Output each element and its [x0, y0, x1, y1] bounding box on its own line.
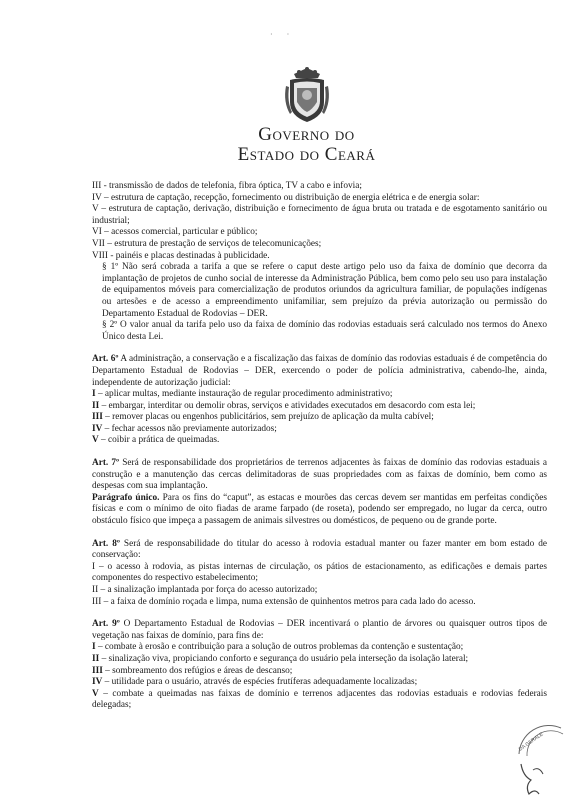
item-number: I [92, 642, 96, 653]
item-text: – utilidade para o usuário, através de espécies frutíferas adequadamente localizadas; [102, 677, 418, 688]
article-text: Será de responsabilidade do titular do acesso à rodovia estadual manter ou fazer manter em bom estado de conservação: [92, 538, 548, 561]
article-label: Art. 6º [92, 354, 119, 365]
list-item [92, 401, 547, 413]
page-marks: · · [270, 30, 296, 39]
item-number: IV [92, 423, 103, 434]
list-item: I – o acesso à rodovia, as pistas internas de circulação, os pátios de estacionamento, as edificações e demais partes componentes do respectivo estabelecimento; [92, 561, 547, 584]
list-item [92, 435, 547, 447]
item-text: – embargar, interditar ou demolir obras, serviços e atividades executados em desacordo com esta lei; [99, 400, 476, 411]
item-number: I [92, 389, 96, 400]
state-title: Estado do Ceará [237, 144, 376, 165]
article-8-caput [92, 539, 547, 562]
list-item [92, 689, 547, 712]
list-item: II – a sinalização implantada por força do acesso autorizado; [92, 585, 318, 595]
article-text: O Departamento Estadual de Rodovias – DER incentivará o plantio de árvores ou quaisquer outros tipos de vegetação nas faixas de domínio, para fins de: [92, 619, 548, 641]
item-text: – combate à erosão e contribuição para a solução de outros problemas da contenção e sustentação; [95, 642, 464, 653]
item-text: – coibir a prática de queimadas. [98, 435, 220, 446]
article-text: A administração, a conservação e a fiscalização das faixas de domínio das rodovias estaduais é de competência do Departamento Estadual de Rodovias – DER, exercendo o poder de polícia administrativa, cabendo-lhe, ainda, independente de autorização judicial: [92, 354, 548, 388]
list-item [92, 654, 547, 666]
paragraph-1: § 1º Não será cobrada a tarifa a que se refere o caput deste artigo pelo uso da faixa de domínio que decorra da implantação de projetos de cunho social de interesse da Administração Pública, bem como pelo seu uso para instalação de equipamentos móveis para comercialização de produtos oriundos da agricultura familiar, de populações indígenas ou artesões e de acesso a empreendimento unifamiliar, sem prejuízo da prévia autorização ou permissão do Departamento Estadual de Rodovias – DER. [102, 262, 547, 319]
stamp-text: DA GERALE [517, 731, 545, 753]
article-label: Art. 8º [92, 538, 120, 549]
item-number: III [92, 412, 103, 423]
list-item: III – a faixa de domínio roçada e limpa, numa extensão de quinhentos metros para cada lado do acesso. [92, 596, 476, 607]
item-text: – fechar acessos não previamente autorizados; [102, 423, 277, 434]
article-label: Art. 7º [92, 458, 120, 469]
item-text: – sombreamento dos refúgios e áreas de descanso; [102, 665, 293, 676]
article-text: Será de responsabilidade dos proprietários de terrenos adjacentes às faixas de domínio das rodovias estaduais a construção e a manutenção das cercas delimitadoras de suas propriedades com as faixas de domínio, bem como as despesas com sua implantação. [92, 458, 547, 492]
list-item: III - transmissão de dados de telefonia, fibra óptica, TV a cabo e infovia; [92, 181, 362, 191]
paragraph-text: Para os fins do “caput”, as estacas e mourões das cercas devem ser mantidas em perfeitas condições físicas e com o mínimo de oito fiadas de arame farpado (de roseta), podendo ser empregado, no lugar da cerca, outro obstáculo físico que impeça a passagem de animais silvestres ou domésticos, de pequeno ou de grande porte. [92, 492, 547, 527]
article-9-caput [92, 619, 547, 642]
list-item [92, 642, 547, 654]
list-item: IV – estrutura de captação, recepção, fornecimento ou distribuição de energia elétrica e de energia solar: [92, 192, 480, 203]
item-text: – sinalização viva, propiciando conforto e segurança do usuário pela interseção da isolação lateral; [99, 653, 469, 664]
item-number: V [92, 435, 99, 446]
item-number: II [92, 400, 100, 411]
list-item [92, 389, 547, 401]
document-body [92, 181, 547, 712]
list-item [92, 412, 547, 424]
item-text: – combate a queimadas nas faixas de domínio e terrenos adjacentes das rodovias estaduais e rodovias federais delegadas; [92, 688, 547, 711]
state-coat-of-arms-icon [282, 64, 332, 126]
item-number: V [92, 688, 99, 699]
paragraph-2: § 2º O valor anual da tarifa pelo uso da faixa de domínio das rodovias estaduais será calculado nos termos do Anexo Único desta Lei. [102, 320, 547, 342]
article-label: Art. 9º [92, 619, 120, 630]
item-text: – remover placas ou engenhos publicitários, sem prejuízo de aplicação da multa cabível; [102, 412, 434, 423]
list-item: VI – acessos comercial, particular e público; [92, 227, 258, 238]
item-number: IV [92, 677, 103, 688]
list-item: VIII - painéis e placas destinadas à publicidade. [92, 250, 270, 261]
list-item: V – estrutura de captação, derivação, distribuição e fornecimento de água bruta ou tratada e de esgotamento sanitário ou industrial; [92, 204, 547, 226]
paragraph-label: Parágrafo único. [92, 492, 160, 503]
list-item [92, 677, 547, 689]
article-6-caput [92, 354, 547, 389]
article-7-caput [92, 458, 547, 493]
item-number: II [92, 653, 100, 664]
list-item: VII – estrutura de prestação de serviços de telecomunicações; [92, 238, 322, 249]
list-item [92, 424, 547, 436]
item-number: III [92, 665, 103, 676]
government-title: Governo do [258, 124, 355, 145]
sole-paragraph [92, 493, 547, 528]
item-text: – aplicar multas, mediante instauração de regular procedimento administrativo; [95, 389, 393, 400]
list-item [92, 666, 547, 678]
